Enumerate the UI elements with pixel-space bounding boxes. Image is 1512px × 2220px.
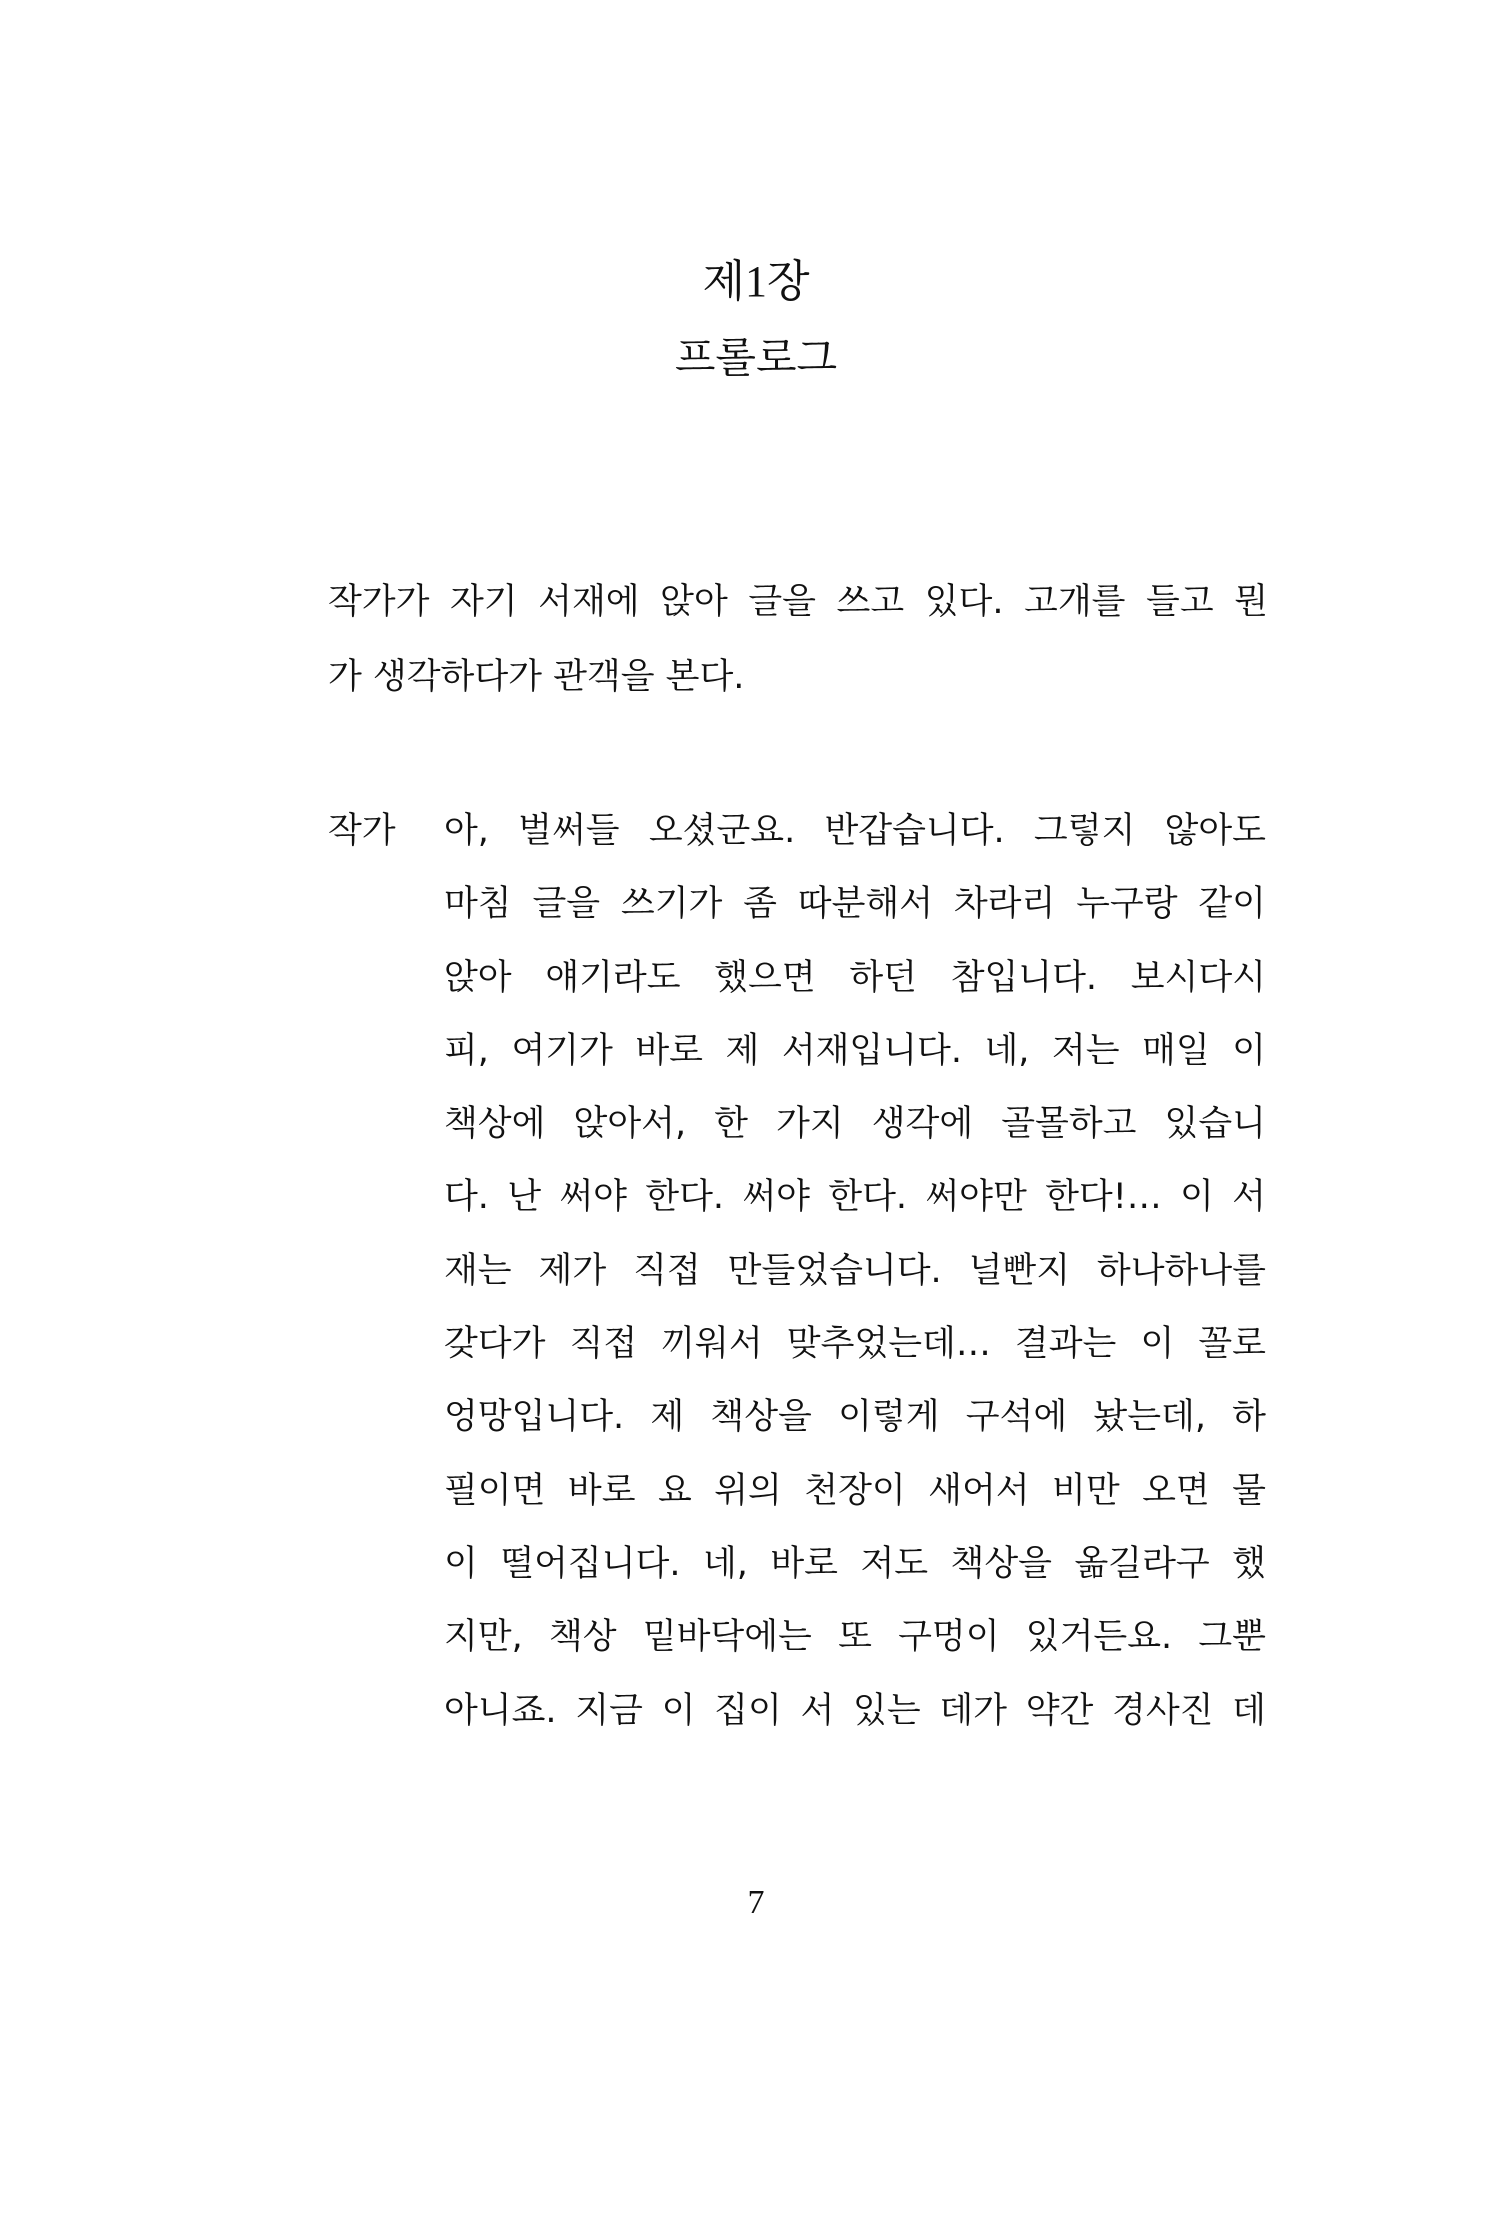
speech-line: 재는 제가 직접 만들었습니다. 널빤지 하나하나를 [444, 1250, 1266, 1291]
speech-line: 아니죠. 지금 이 집이 서 있는 데가 약간 경사진 데 [444, 1690, 1266, 1731]
page-number: 7 [747, 1884, 765, 1921]
chapter-number: 제1장 [702, 257, 810, 306]
speech-line: 필이면 바로 요 위의 천장이 새어서 비만 오면 물 [444, 1470, 1266, 1511]
speech-line: 엉망입니다. 제 책상을 이렇게 구석에 놨는데, 하 [444, 1397, 1266, 1438]
speech-line: 이 떨어집니다. 네, 바로 저도 책상을 옮길라구 했 [444, 1543, 1266, 1584]
stage-direction [328, 565, 1268, 715]
speech-line: 다. 난 써야 한다. 써야 한다. 써야만 한다!… 이 서 [444, 1177, 1266, 1218]
speech-text [444, 795, 1266, 1748]
speech-line: 갖다가 직접 끼워서 맞추었는데… 결과는 이 꼴로 [444, 1324, 1266, 1365]
speech-line: 책상에 앉아서, 한 가지 생각에 골몰하고 있습니 [444, 1104, 1266, 1145]
speech-line: 마침 글을 쓰기가 좀 따분해서 차라리 누구랑 같이 [444, 884, 1266, 925]
speech-line: 앉아 얘기라도 했으면 하던 참입니다. 보시다시 [444, 957, 1266, 998]
speech-line: 지만, 책상 밑바닥에는 또 구멍이 있거든요. 그뿐 [444, 1617, 1266, 1658]
speech-line: 피, 여기가 바로 제 서재입니다. 네, 저는 매일 이 [444, 1030, 1266, 1071]
stage-direction-line: 가 생각하다가 관객을 본다. [328, 657, 745, 697]
speech-line: 아, 벌써들 오셨군요. 반갑습니다. 그렇지 않아도 [444, 811, 1266, 851]
speaker-name: 작가 [328, 811, 396, 851]
stage-direction-line: 작가가 자기 서재에 앉아 글을 쓰고 있다. 고개를 들고 뭔 [328, 582, 1268, 622]
chapter-title: 프롤로그 [674, 333, 838, 382]
